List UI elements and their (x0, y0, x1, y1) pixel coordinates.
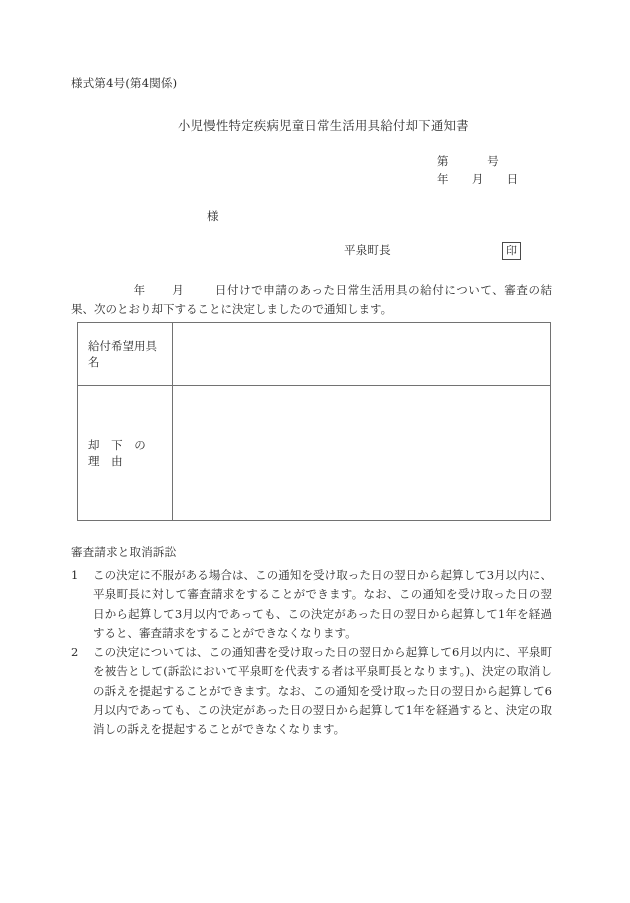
table-row (78, 323, 551, 386)
notification-body (71, 281, 552, 319)
issuer-name: 平泉町長 (344, 243, 391, 257)
table-row-value-rejection-reason[interactable] (173, 386, 551, 521)
list-item (71, 566, 552, 643)
application-month-blank: 月 (171, 283, 185, 297)
table-row-label-requested-item: 給付希望用具名 (78, 323, 173, 386)
form-number: 様式第4号(第4関係) (71, 76, 178, 90)
appeal-notice-list (71, 566, 552, 740)
body-text: 日付けで申請のあった日常生活用具の給付について、審査の結果、次のとおり却下することに決定しましたので通知します。 (71, 283, 553, 316)
table-row-value-requested-item[interactable] (173, 323, 551, 386)
list-item-marker: 2 (71, 645, 79, 660)
list-item (71, 643, 552, 739)
table-row (78, 386, 551, 521)
list-item-text: この決定については、この通知書を受け取った日の翌日から起算して6月以内に、平泉町を被告として(訴訟において平泉町を代表する者は平泉町長となります。)、決定の取消しの訴えを提起することができます。なお、この通知を受け取った日の翌日から起算して6月以内であっても、この決定があった日の翌日から起算して1年を経過すると、決定の取消しの訴えを提起することができなくなります。 (93, 645, 552, 737)
reference-number-field: 第 号 (437, 154, 499, 168)
table-row-label-rejection-reason: 却 下 の 理 由 (78, 386, 173, 521)
decision-table (77, 322, 551, 521)
addressee-suffix: 様 (207, 209, 219, 223)
list-item-text: この決定に不服がある場合は、この通知を受け取った日の翌日から起算して3月以内に、平泉町長に対して審査請求をすることができます。なお、この通知を受け取った日の翌日から起算して3月以内であっても、この決定があった日の翌日から起算して1年を経過すると、審査請求をすることができなくなります。 (93, 568, 552, 640)
list-item-marker: 1 (71, 568, 79, 582)
application-year-blank: 年 (133, 283, 146, 297)
document-title: 小児慢性特定疾病児童日常生活用具給付却下通知書 (178, 119, 469, 133)
appeal-section-heading: 審査請求と取消訴訟 (71, 545, 177, 559)
seal-stamp-box: 印 (502, 242, 521, 260)
issue-date-field: 年 月 日 (437, 172, 519, 186)
